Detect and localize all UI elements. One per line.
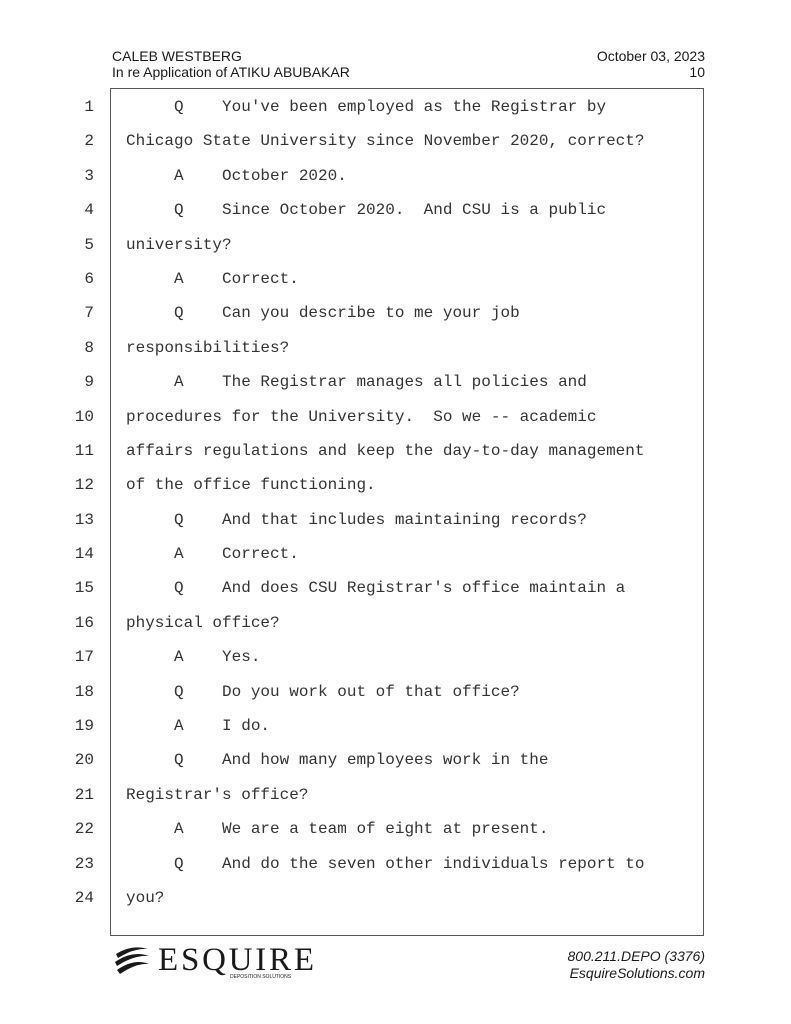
transcript-line [0, 711, 791, 745]
line-text: Q You've been employed as the Registrar by [126, 98, 607, 116]
line-number: 4 [84, 201, 94, 220]
transcript-line [0, 642, 791, 676]
line-text: procedures for the University. So we -- academic [126, 407, 597, 426]
line-number: 10 [74, 407, 94, 426]
line-text: Q And that includes maintaining records? [126, 510, 587, 529]
line-text: A We are a team of eight at present. [126, 820, 549, 839]
line-number: 16 [74, 613, 94, 632]
line-number: 1 [84, 98, 94, 116]
transcript-line [0, 161, 791, 195]
transcript-line [0, 92, 791, 126]
line-text: Q Can you describe to me your job [126, 304, 520, 323]
line-text: Q And do the seven other individuals report to [126, 854, 645, 873]
line-text: Registrar's office? [126, 785, 309, 804]
line-number: 19 [74, 717, 94, 736]
line-text: Q Do you work out of that office? [126, 682, 520, 701]
line-number: 9 [84, 373, 94, 392]
page-number: 10 [689, 64, 705, 80]
line-number: 18 [74, 682, 94, 701]
transcript-line [0, 367, 791, 401]
logo-subtitle: DEPOSITION SOLUTIONS [230, 974, 292, 980]
transcript-line [0, 195, 791, 229]
line-number: 7 [84, 304, 94, 323]
line-text: Q And how many employees work in the [126, 751, 549, 770]
line-text: A Correct. [126, 545, 299, 564]
transcript-line [0, 573, 791, 607]
line-text: Q Since October 2020. And CSU is a public [126, 201, 607, 220]
line-number: 6 [84, 269, 94, 288]
transcript-lines [0, 92, 791, 917]
transcript-line [0, 814, 791, 848]
transcript-line [0, 539, 791, 573]
transcript-line [0, 436, 791, 470]
line-text: A The Registrar manages all policies and [126, 373, 587, 392]
line-text: Q And does CSU Registrar's office maintain a [126, 579, 626, 598]
line-number: 22 [74, 820, 94, 839]
line-number: 15 [74, 579, 94, 598]
transcript-line [0, 608, 791, 642]
line-number: 23 [74, 854, 94, 873]
header-left [112, 48, 350, 80]
line-number: 14 [74, 545, 94, 564]
transcript-line [0, 470, 791, 504]
line-number: 20 [74, 751, 94, 770]
line-number: 2 [84, 132, 94, 151]
line-number: 24 [74, 888, 94, 907]
transcript-line [0, 298, 791, 332]
transcript-line [0, 230, 791, 264]
transcript-line [0, 677, 791, 711]
footer-phone: 800.211.DEPO (3376) [567, 948, 705, 964]
transcript-line [0, 745, 791, 779]
line-text: A Correct. [126, 269, 299, 288]
transcript-line [0, 849, 791, 883]
esquire-logo [112, 940, 322, 980]
transcript-line [0, 883, 791, 917]
line-number: 3 [84, 166, 94, 185]
line-number: 21 [74, 785, 94, 804]
line-text: A I do. [126, 717, 271, 736]
transcript-line [0, 264, 791, 298]
line-number: 8 [84, 338, 94, 357]
transcript-line [0, 780, 791, 814]
transcript-line [0, 333, 791, 367]
line-text: physical office? [126, 613, 280, 632]
line-text: A Yes. [126, 648, 261, 667]
swoosh-logo-icon [115, 943, 149, 977]
line-text: of the office functioning. [126, 476, 376, 495]
line-text: Chicago State University since November 2020, correct? [126, 132, 645, 151]
witness-name: CALEB WESTBERG [112, 48, 242, 64]
line-number: 5 [84, 235, 94, 254]
line-text: university? [126, 235, 232, 254]
footer-contact [568, 948, 706, 982]
deposition-date: October 03, 2023 [596, 48, 705, 64]
line-number: 13 [74, 510, 94, 529]
line-text: affairs regulations and keep the day-to-day management [126, 441, 645, 460]
line-text: responsibilities? [126, 338, 290, 357]
line-text: you? [126, 888, 165, 907]
footer-website: EsquireSolutions.com [569, 965, 705, 981]
header-right [597, 48, 705, 80]
line-number: 17 [74, 648, 94, 667]
line-text: A October 2020. [126, 166, 347, 185]
transcript-line [0, 402, 791, 436]
transcript-line [0, 505, 791, 539]
transcript-line [0, 126, 791, 160]
logo-wordmark: ESQUIRE [158, 942, 314, 978]
line-number: 12 [74, 476, 94, 495]
line-number: 11 [74, 441, 94, 460]
case-title: In re Application of ATIKU ABUBAKAR [112, 64, 350, 80]
